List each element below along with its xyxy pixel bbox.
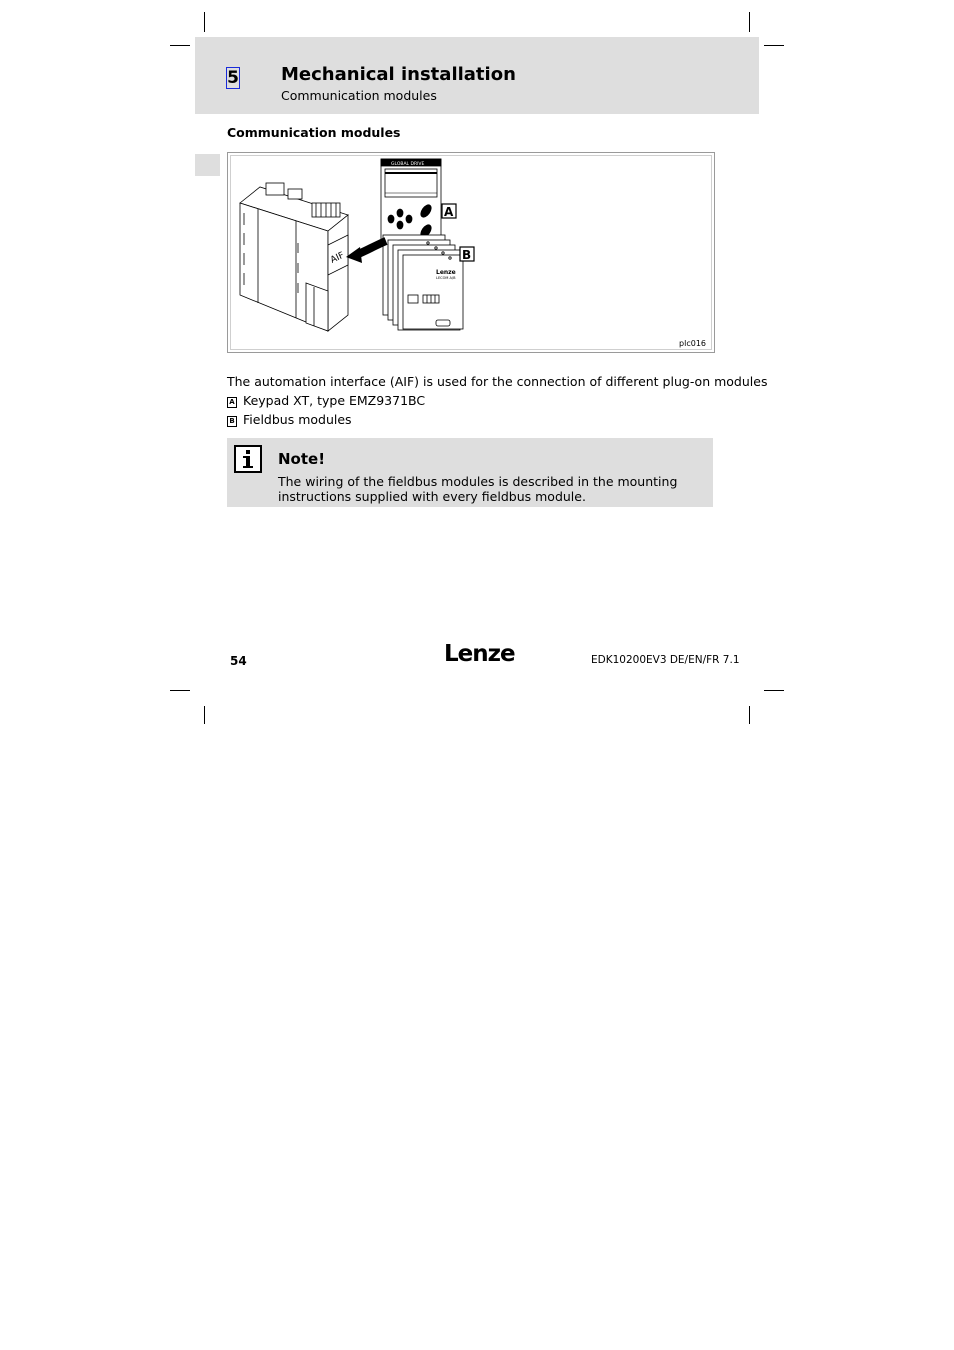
list-item — [227, 412, 352, 427]
note-title: Note! — [278, 450, 326, 468]
installation-illustration — [228, 153, 714, 352]
crop-mark — [749, 12, 750, 32]
list-item — [227, 393, 425, 408]
crop-mark — [170, 690, 190, 691]
page-number: 54 — [230, 654, 247, 668]
figure-reference: plc016 — [679, 339, 706, 348]
key-box: B — [227, 416, 237, 427]
info-icon — [234, 445, 262, 473]
list-item-text: Fieldbus modules — [243, 412, 352, 427]
module-model: LECOM A/B — [436, 276, 456, 280]
callout-a: A — [444, 205, 454, 219]
crop-mark — [170, 45, 190, 46]
keypad-xt — [381, 159, 441, 241]
aif-label: AIF — [329, 250, 346, 266]
module-brand: Lenze — [436, 269, 456, 276]
key-box: A — [227, 397, 237, 408]
lenze-logo: Lenze — [444, 641, 515, 667]
callout-b: B — [462, 248, 472, 262]
chapter-number-link[interactable]: 5 — [227, 68, 239, 88]
crop-mark — [764, 690, 784, 691]
figure-frame — [227, 152, 715, 353]
side-tab — [195, 154, 220, 176]
chapter-subtitle: Communication modules — [281, 88, 437, 103]
intro-paragraph: The automation interface (AIF) is used for the connection of different plug-on modules — [227, 374, 768, 389]
note-text: The wiring of the fieldbus modules is described in the mounting instructions supplied with every fieldbus module. — [278, 474, 678, 504]
document-id: EDK10200EV3 DE/EN/FR 7.1 — [591, 654, 740, 666]
crop-mark — [749, 706, 750, 724]
list-item-text: Keypad XT, type EMZ9371BC — [243, 393, 426, 408]
chapter-title: Mechanical installation — [281, 64, 516, 85]
crop-mark — [204, 12, 205, 32]
crop-mark — [764, 45, 784, 46]
fieldbus-modules — [383, 235, 463, 330]
keypad-brand: GLOBAL DRIVE — [391, 162, 425, 167]
note-box — [227, 438, 713, 507]
section-title: Communication modules — [227, 125, 401, 140]
crop-mark — [204, 706, 205, 724]
controller-unit — [240, 183, 348, 331]
